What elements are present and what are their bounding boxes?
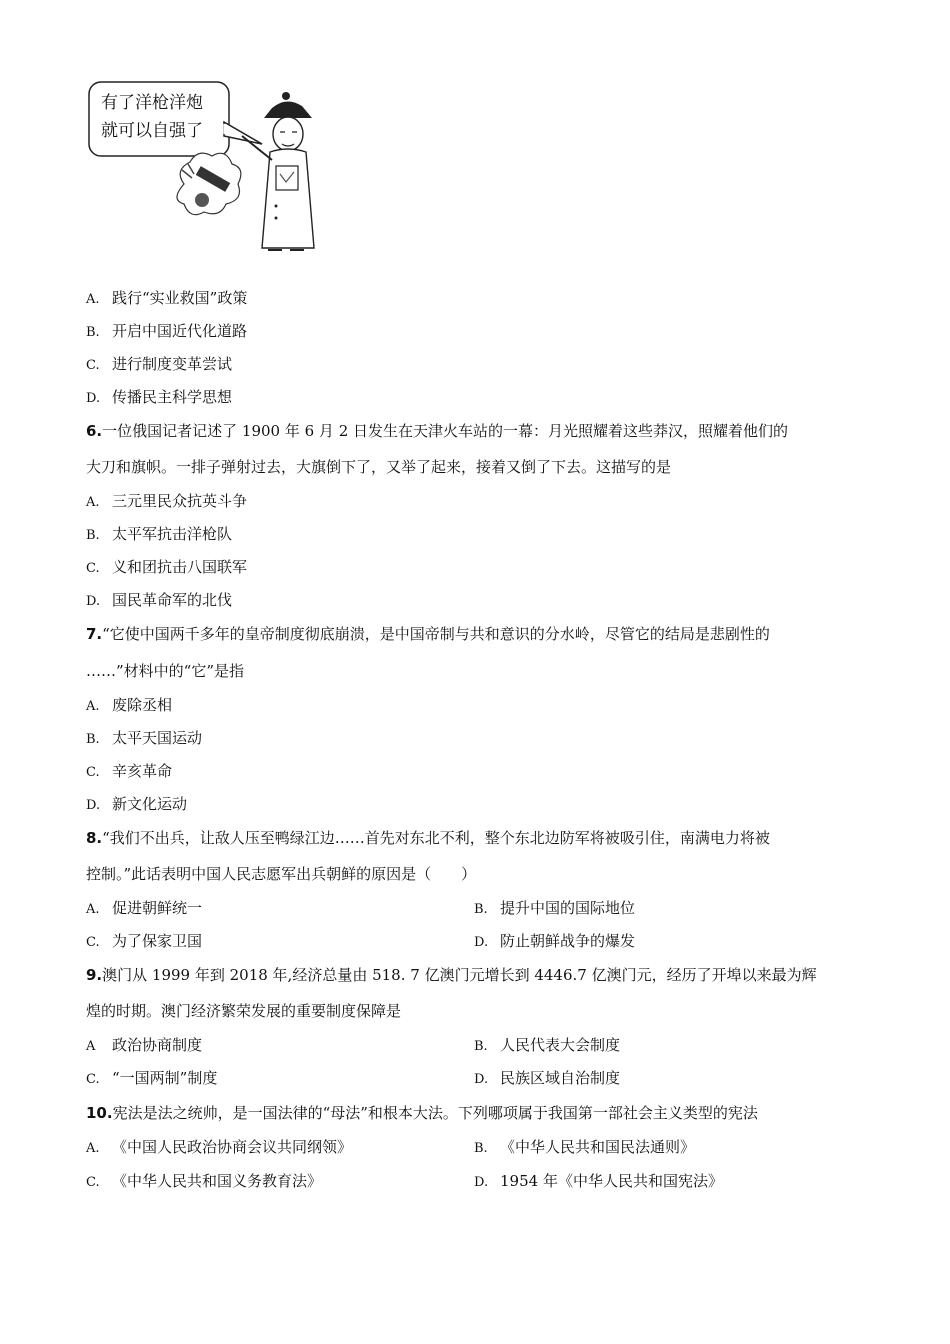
q9-option-b: B. 人民代表大会制度 [474,1036,621,1054]
q7-number: 7. [86,625,103,643]
q7-stem-line2: ……”材料中的“它”是指 [86,662,245,680]
q9-option-d: D. 民族区域自治制度 [474,1069,621,1087]
q8-stem-line1: 8.“我们不出兵，让敌人压至鸭绿江边……首先对东北不利，整个东北边防军将被吸引住，南满电力将被 [86,829,770,847]
q10-option-c: C. 《中华人民共和国义务教育法》 [86,1172,323,1190]
q8-stem-line2: 控制。”此话表明中国人民志愿军出兵朝鲜的原因是（ ） [86,865,477,883]
thought-cloud [177,153,241,215]
q6-option-a: A. 三元里民众抗英斗争 [86,492,248,510]
q7-option-c: C. 辛亥革命 [86,762,173,780]
q7-option-d: D. 新文化运动 [86,795,188,813]
speech-line-2: 就可以自强了 [101,121,203,141]
q10-option-d: D. 1954 年《中华人民共和国宪法》 [474,1172,723,1190]
q8-option-d: D. 防止朝鲜战争的爆发 [474,932,636,950]
q9-option-a: A 政治协商制度 [86,1036,203,1054]
q9-stem-line1: 9.澳门从 1999 年到 2018 年,经济总量由 518. 7 亿澳门元增长到 4446.7 亿澳门元，经历了开埠以来最为辉 [86,966,817,984]
q9-option-c: C. “一国两制”制度 [86,1069,218,1087]
q10-option-a: A. 《中国人民政治协商会议共同纲领》 [86,1138,353,1156]
q7-stem-line1: 7.“它使中国两千多年的皇帝制度彻底崩溃，是中国帝制与共和意识的分水岭，尽管它的结局是悲剧性的 [86,625,770,643]
q5-option-a: A. 践行“实业救国”政策 [86,289,248,307]
q8-option-b: B. 提升中国的国际地位 [474,899,636,917]
q5-option-b: B. 开启中国近代化道路 [86,322,248,340]
q10-option-b: B. 《中华人民共和国民法通则》 [474,1138,696,1156]
cannon-wheel [195,193,209,207]
q8-option-c: C. 为了保家卫国 [86,932,203,950]
q10-stem-line1: 10.宪法是法之统帅，是一国法律的“母法”和根本大法。下列哪项属于我国第一部社会主义类型的宪法 [86,1104,758,1122]
q6-stem-line2: 大刀和旗帜。一排子弹射过去，大旗倒下了，又举了起来，接着又倒了下去。这描写的是 [86,458,672,476]
q9-number: 9. [86,966,103,984]
q7-option-a: A. 废除丞相 [86,696,173,714]
q9-stem-line2: 煌的时期。澳门经济繁荣发展的重要制度保障是 [86,1002,402,1020]
q7-option-b: B. 太平天国运动 [86,729,203,747]
q6-option-d: D. 国民革命军的北伐 [86,591,233,609]
q5-option-c: C. 进行制度变革尝试 [86,355,233,373]
q5-option-d: D. 传播民主科学思想 [86,388,233,406]
q10-number: 10. [86,1104,113,1122]
q8-option-a: A. 促进朝鲜统一 [86,899,203,917]
q6-stem-line1: 6.一位俄国记者记述了 1900 年 6 月 2 日发生在天津火车站的一幕：月光照耀着这些莽汉，照耀着他们的 [86,422,789,440]
cartoon-illustration [84,74,334,264]
qing-official-figure [242,92,314,250]
q6-option-c: C. 义和团抗击八国联军 [86,558,248,576]
q8-number: 8. [86,829,103,847]
q6-number: 6. [86,422,103,440]
speech-line-1: 有了洋枪洋炮 [101,93,203,113]
q6-option-b: B. 太平军抗击洋枪队 [86,525,233,543]
